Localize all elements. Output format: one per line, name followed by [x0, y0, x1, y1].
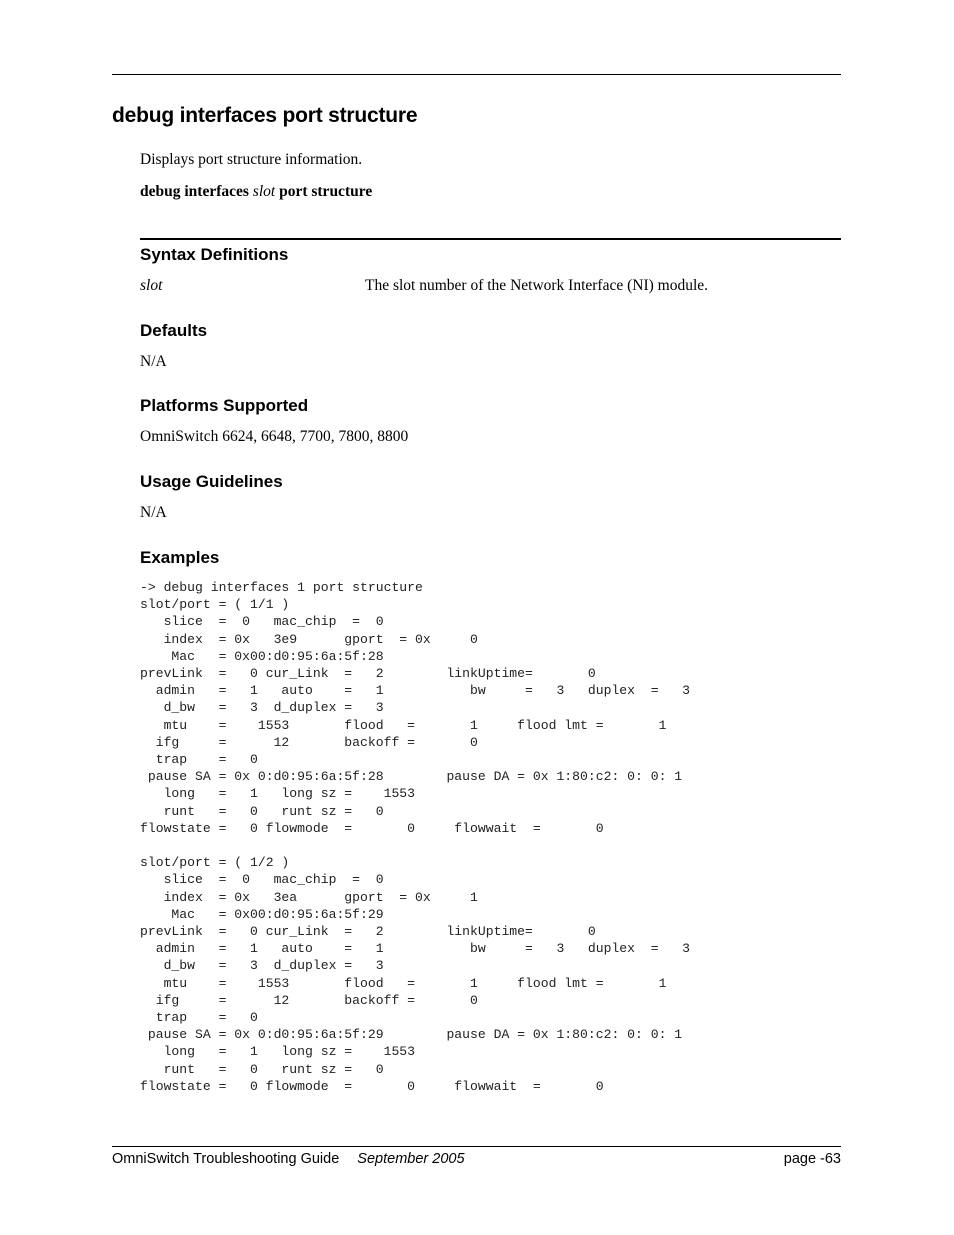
syntax-term-definition: The slot number of the Network Interface (NI) module.: [365, 277, 709, 294]
platforms-heading: Platforms Supported: [140, 396, 309, 415]
footer-rule: [112, 1146, 841, 1147]
usage-heading: Usage Guidelines: [140, 472, 283, 491]
platforms-value: OmniSwitch 6624, 6648, 7700, 7800, 8800: [140, 428, 409, 445]
example-code-block: -> debug interfaces 1 port structure slot/port = ( 1/1 ) slice = 0 mac_chip = 0 index = 0x 3e9 gport = 0x 0 Mac = 0x00:d0:95:6a:5f:28 prevLink = 0 cur_Link = 2 linkUptime= 0 admin = 1 auto = 1 bw = 3 duplex = 3 d_bw = 3 d_duplex = 3 mtu = 1553 flood = 1 flood lmt = 1 ifg = 12 backoff = 0 trap = 0 pause SA = 0x 0:d0:95:6a:5f:28 pause DA = 0x 1:80:c2: 0: 0: 1 long = 1 long sz = 1553 runt = 0 runt sz = 0 flowstate = 0 flowmode = 0 flowwait = 0 slot/port = ( 1/2 ) slice = 0 mac_chip = 0 index = 0x 3ea gport = 0x 1 Mac = 0x00:d0:95:6a:5f:29 prevLink = 0 cur_Link = 2 linkUptime= 0 admin = 1 auto = 1 bw = 3 duplex = 3 d_bw = 3 d_duplex = 3 mtu = 1553 flood = 1 flood lmt = 1 ifg = 12 backoff = 0 trap = 0 pause SA = 0x 0:d0:95:6a:5f:29 pause DA = 0x 1:80:c2: 0: 0: 1 long = 1 long sz = 1553 runt = 0 runt sz = 0 flowstate = 0 flowmode = 0 flowwait = 0: [140, 580, 691, 1094]
syntax-keyword-end: port structure: [279, 183, 373, 200]
footer-date: September 2005: [357, 1151, 465, 1167]
footer-page-number: page -63: [783, 1151, 841, 1167]
header-rule: [112, 74, 841, 75]
footer-guide-title: OmniSwitch Troubleshooting Guide: [112, 1151, 340, 1167]
syntax-keyword-start: debug interfaces: [140, 183, 249, 200]
usage-value: N/A: [140, 504, 167, 521]
syntax-parameter: slot: [252, 183, 276, 200]
defaults-value: N/A: [140, 353, 167, 370]
intro-text: Displays port structure information.: [140, 151, 363, 168]
section-rule: [140, 238, 841, 240]
footer-left: [112, 1151, 465, 1167]
syntax-term: slot: [140, 277, 163, 294]
page-title: debug interfaces port structure: [112, 104, 418, 127]
syntax-definitions-heading: Syntax Definitions: [140, 245, 289, 264]
defaults-heading: Defaults: [140, 321, 208, 340]
examples-heading: Examples: [140, 548, 220, 567]
command-syntax: [140, 183, 372, 201]
